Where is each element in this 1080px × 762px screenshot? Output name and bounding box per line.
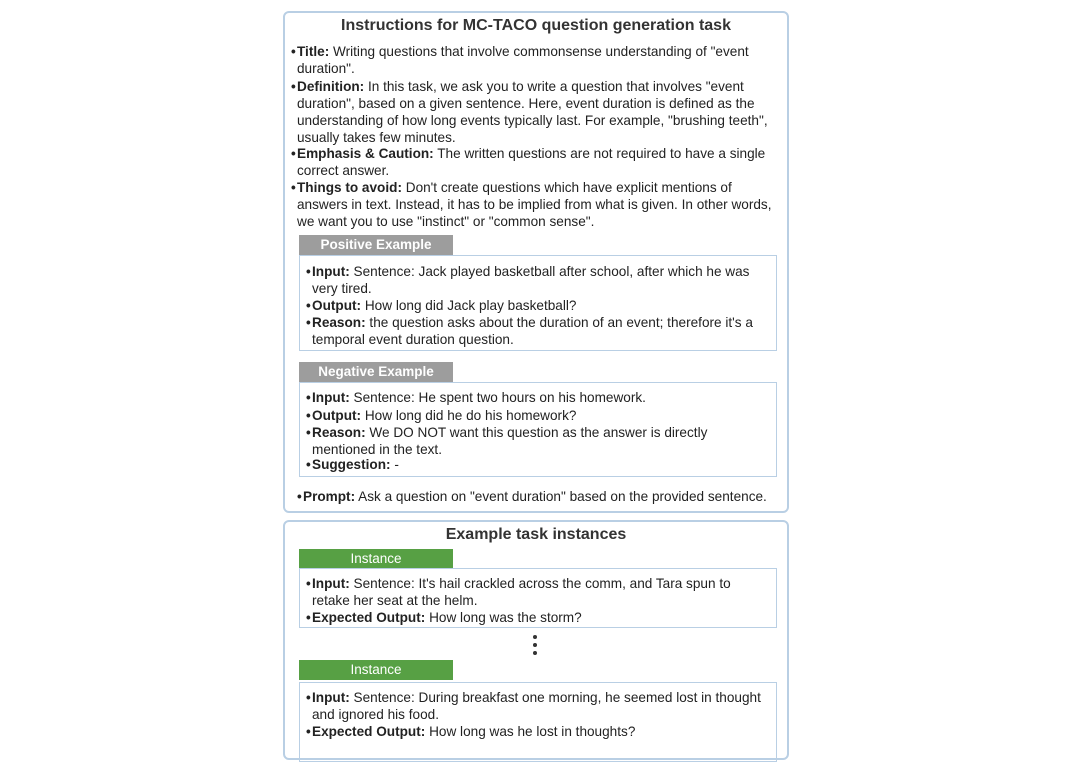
prompt-item: • Prompt: Ask a question on "event duration" based on the provided sentence. bbox=[297, 489, 767, 504]
instructions-heading: Instructions for MC-TACO question generation task bbox=[341, 17, 731, 34]
positive-input-label: Input: bbox=[312, 264, 350, 279]
avoid-item: • Things to avoid: Don't create questions which have explicit mentions of answers in text. Instead, it has to be implied from what is given. In other words, we want you to use "instinct" or "common sense". bbox=[291, 180, 772, 229]
definition-label: Definition: bbox=[297, 79, 365, 94]
negative-output-item: • Output: How long did he do his homework? bbox=[306, 408, 577, 423]
title-text: Writing questions that involve commonsense understanding of "event duration". bbox=[297, 44, 749, 76]
instance-box-1 bbox=[299, 568, 777, 628]
instance-2-input-text: Sentence: During breakfast one morning, he seemed lost in thought and ignored his food. bbox=[312, 690, 761, 722]
instance-1-input-label: Input: bbox=[312, 576, 350, 591]
negative-example-box bbox=[299, 382, 777, 477]
positive-reason-text: the question asks about the duration of an event; therefore it's a temporal event duration question. bbox=[312, 315, 753, 347]
negative-reason-label: Reason: bbox=[312, 425, 366, 440]
ellipsis-vertical-icon bbox=[533, 635, 539, 655]
negative-suggestion-label: Suggestion: bbox=[312, 457, 391, 472]
positive-example-tag: Positive Example bbox=[299, 235, 453, 255]
definition-item: • Definition: In this task, we ask you to write a question that involves "event duration", based on a given sentence. Here, event duration is defined as the understanding of how long events typically last. For example, "brushing teeth", usually takes few minutes. bbox=[291, 79, 768, 145]
positive-example-box bbox=[299, 255, 777, 351]
positive-input-text: Sentence: Jack played basketball after school, after which he was very tired. bbox=[312, 264, 750, 296]
instance-box-2 bbox=[299, 682, 777, 762]
negative-input-label: Input: bbox=[312, 390, 350, 405]
instance-2-input-item: • Input: Sentence: During breakfast one morning, he seemed lost in thought and ignored his food. bbox=[306, 690, 761, 722]
emphasis-label: Emphasis & Caution: bbox=[297, 146, 434, 161]
negative-input-text: Sentence: He spent two hours on his homework. bbox=[353, 390, 646, 405]
positive-output-text: How long did Jack play basketball? bbox=[364, 298, 577, 313]
positive-output-label: Output: bbox=[312, 298, 362, 313]
positive-reason-item: • Reason: the question asks about the duration of an event; therefore it's a temporal event duration question. bbox=[306, 315, 753, 347]
instructions-panel bbox=[283, 11, 789, 513]
instances-panel bbox=[283, 520, 789, 760]
negative-suggestion-text: - bbox=[394, 457, 399, 472]
negative-output-label: Output: bbox=[312, 408, 362, 423]
emphasis-item: • Emphasis & Caution: The written questions are not required to have a single correct answer. bbox=[291, 146, 766, 178]
instance-1-output-label: Expected Output: bbox=[312, 610, 426, 625]
instance-2-output-text: How long was he lost in thoughts? bbox=[429, 724, 636, 739]
instance-tag-2: Instance bbox=[299, 660, 453, 680]
emphasis-text: The written questions are not required to have a single correct answer. bbox=[297, 146, 766, 178]
title-item: • Title: Writing questions that involve commonsense understanding of "event duration". bbox=[291, 44, 749, 76]
positive-output-item: • Output: How long did Jack play basketball? bbox=[306, 298, 577, 313]
instances-heading: Example task instances bbox=[445, 526, 627, 543]
prompt-text: Ask a question on "event duration" based on the provided sentence. bbox=[358, 489, 767, 504]
instance-tag-1: Instance bbox=[299, 549, 453, 569]
instance-1-output-text: How long was the storm? bbox=[429, 610, 582, 625]
positive-input-item: • Input: Sentence: Jack played basketball after school, after which he was very tired. bbox=[306, 264, 750, 296]
negative-input-item: • Input: Sentence: He spent two hours on his homework. bbox=[306, 390, 646, 405]
avoid-label: Things to avoid: bbox=[297, 180, 402, 195]
negative-output-text: How long did he do his homework? bbox=[364, 408, 577, 423]
negative-example-tag: Negative Example bbox=[299, 362, 453, 382]
instance-1-output-item: • Expected Output: How long was the storm? bbox=[306, 610, 582, 625]
instance-1-input-item: • Input: Sentence: It's hail crackled across the comm, and Tara spun to retake her seat at the helm. bbox=[306, 576, 731, 608]
negative-suggestion-item: • Suggestion: - bbox=[306, 457, 399, 472]
title-label: Title: bbox=[297, 44, 330, 59]
negative-reason-item: • Reason: We DO NOT want this question as the answer is directly mentioned in the text. bbox=[306, 425, 708, 457]
negative-reason-text: We DO NOT want this question as the answer is directly mentioned in the text. bbox=[312, 425, 708, 457]
positive-reason-label: Reason: bbox=[312, 315, 366, 330]
definition-text: In this task, we ask you to write a question that involves "event duration", based on a given sentence. Here, event duration is defined as the understanding of how long events typically last. For example, "brushing teeth", usually takes few minutes. bbox=[297, 79, 768, 145]
instance-1-input-text: Sentence: It's hail crackled across the comm, and Tara spun to retake her seat at the helm. bbox=[312, 576, 731, 608]
instance-2-output-item: • Expected Output: How long was he lost in thoughts? bbox=[306, 724, 636, 739]
prompt-label: Prompt: bbox=[303, 489, 356, 504]
instance-2-input-label: Input: bbox=[312, 690, 350, 705]
instance-2-output-label: Expected Output: bbox=[312, 724, 426, 739]
avoid-text: Don't create questions which have explicit mentions of answers in text. Instead, it has to be implied from what is given. In other words, we want you to use "instinct" or "common sense". bbox=[297, 180, 772, 229]
